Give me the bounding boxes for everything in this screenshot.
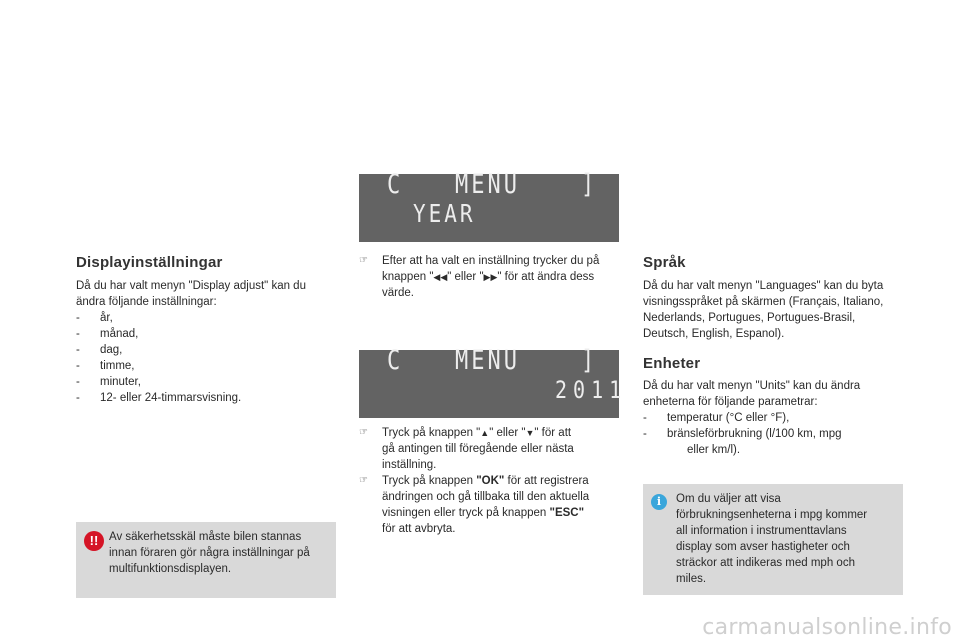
display-settings-text [76,278,341,406]
screen-left-bracket: C [387,346,404,376]
units-heading: Enheter [643,355,701,372]
units-text: Då du har valt menyn "Units" kan du ändra enheterna för följande parametrar: - temperatur (°C eller °F), - bränsleförbrukning (l/100 km, mpg eller km/l). [643,378,913,458]
display-intro-line1: Då du har valt menyn "Display adjust" kan du [76,280,306,292]
list-item: - månad, [76,328,139,340]
display-settings-list [76,310,341,406]
list-item: - bränsleförbrukning (l/100 km, mpg eller km/l). [643,428,842,456]
list-item: - år, [76,312,113,324]
language-text: Då du har valt menyn "Languages" kan du byta visningsspråket på skärmen (Français, Italiano, Nederlands, Portugues, Portugues-Brasil, Deutsch, English, Espanol). [643,280,884,340]
info-note: i Om du väljer att visa förbrukningsenheterna i mpg kommer all information i instrumenttavlans display som avser hastigheter och sträckor att indikeras med mph och miles. [643,484,903,595]
units-list [643,410,913,458]
list-item: ☞ Efter att ha valt en inställning trycker du på knappen "◀◀" eller "▶▶" för att ändra dess värde. [359,255,600,299]
arrow-up-icon: ▲ [480,428,490,438]
language-heading: Språk [643,254,686,271]
screen-right-bracket: ] [581,170,598,200]
screen-value: YEAR [413,199,476,228]
list-item: - temperatur (°C eller °F), [643,412,790,424]
screen-value: 2011 [555,375,628,404]
arrow-down-icon: ▼ [525,428,535,438]
list-item: - 12- eller 24-timmarsvisning. [76,392,242,404]
list-item: - minuter, [76,376,141,388]
warning-line1: Av säkerhetsskäl måste bilen stannas [109,531,302,543]
warning-note [76,522,336,598]
instruction-list-1 [359,253,624,301]
warning-line2: innan föraren gör några inställningar på [109,547,310,559]
list-item: - dag, [76,344,123,356]
warning-icon: !! [84,531,104,551]
list-item: ☞ Tryck på knappen "OK" för att registrera ändringen och gå tillbaka till den aktuella visningen eller tryck på knappen "ESC" för att avbryta. [359,475,590,535]
display-settings-heading: Displayinställningar [76,254,223,271]
warning-line3: multifunktionsdisplayen. [109,563,232,575]
info-icon: i [651,494,667,510]
list-item: ☞ Tryck på knappen "▲" eller "▼" för att gå antingen till föregående eller nästa inställning. [359,427,574,471]
display-intro-line2: ändra följande inställningar: [76,296,217,308]
screen-title: MENU [455,170,520,200]
screen-title: MENU [455,346,520,376]
fast-forward-icon: ▶▶ [483,272,498,282]
display-screen-year [359,170,619,242]
rewind-icon: ◀◀ [433,272,448,282]
list-item: - timme, [76,360,135,372]
display-screen-2011 [359,346,628,418]
watermark: carmanualsonline.info [702,615,952,640]
screen-right-bracket: ] [581,346,598,376]
screen-left-bracket: C [387,170,404,200]
instruction-list-2 [359,425,624,537]
